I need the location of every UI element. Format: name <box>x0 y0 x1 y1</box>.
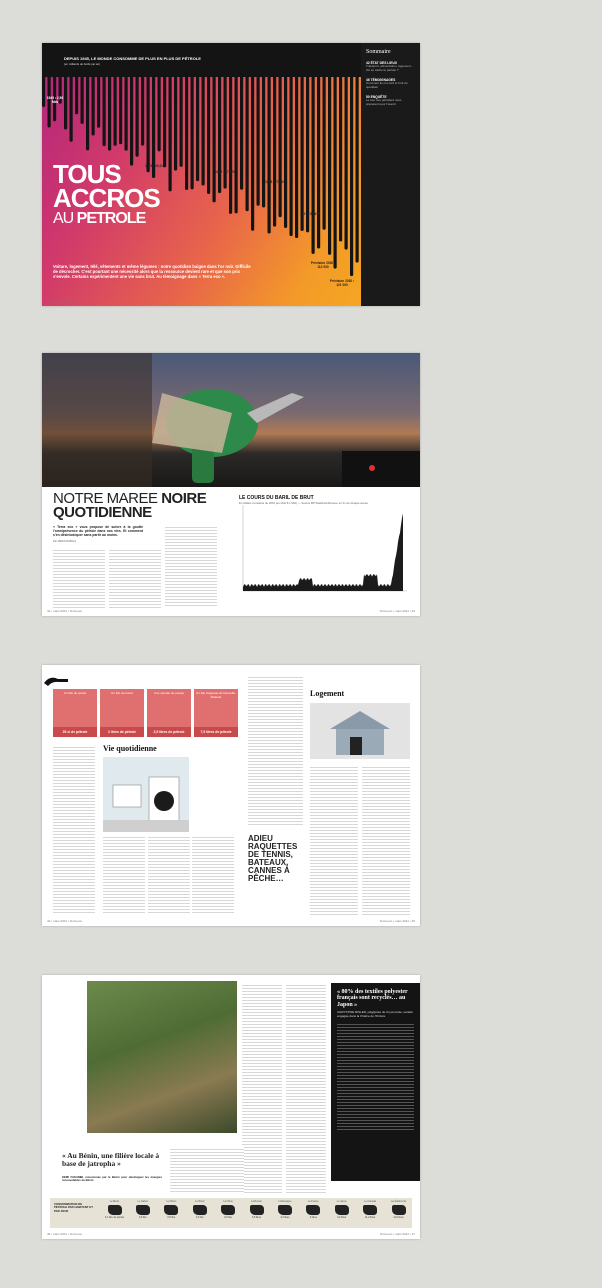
washing-machine-illustration <box>103 757 189 832</box>
country-map-icon <box>335 1205 349 1215</box>
cover-title: TOUS ACCROS AU PETROLE <box>53 159 160 227</box>
text-column <box>165 525 217 608</box>
interview-box <box>331 983 420 1181</box>
quote-author: CHRYSTINE RISLER, pdg/gérée de Cryomonde, société engagée dans la Chaîne de l'Ordure <box>337 1010 413 1018</box>
sommaire-item[interactable]: 42 ÉTAT DES LIEUX Transport, alimentation, logement… Où se cache le pétrole ? <box>366 61 414 72</box>
house-illustration <box>310 703 410 759</box>
section-heading: Vie quotidienne <box>103 744 157 753</box>
text-column <box>242 983 282 1193</box>
country-value: 0,6 litre <box>138 1216 147 1219</box>
text-column <box>286 983 326 1193</box>
country-value: 4,2 litres <box>280 1216 290 1219</box>
country-map-icon <box>221 1205 235 1215</box>
country-name: Le Maroc <box>166 1200 177 1203</box>
country-map-icon <box>193 1205 207 1215</box>
country-value: 0,5 litre <box>167 1216 176 1219</box>
article-title: NOTRE MAREE NOIRE QUOTIDIENNE <box>53 490 207 521</box>
country-name: Le Gabon <box>137 1200 149 1203</box>
country-map-icon <box>363 1205 377 1215</box>
oil-price-chart <box>239 495 409 607</box>
country-name: Le Canada <box>364 1200 376 1203</box>
country-name: Le Brésil <box>195 1200 205 1203</box>
spread-maree-noire <box>42 353 420 616</box>
food-item-lamb: Un kilo d'agneau de Nouvelle-Zélande 7,9 litres de pétrole <box>194 689 238 737</box>
country-map-icon <box>250 1205 264 1215</box>
byline: Par DENIS ROBLIQ <box>53 540 77 543</box>
country-item <box>185 1200 214 1226</box>
food-item-can: Une canette de poulpe 2,5 litres de pétrole <box>147 689 191 737</box>
page-footer: 44 • mars 2011 • Terra eco <box>47 919 83 923</box>
quote-japan: « 80% des textiles polyester français sont recyclés… au Japon » <box>337 989 408 1008</box>
page-footer: Terra eco • mars 2011 • 45 <box>379 919 415 923</box>
kicker: DEPUIS 1945, LE MONDE CONSOMME DE PLUS EN PLUS DE PÉTROLE (en milliards de barils par an) <box>64 56 201 66</box>
cover-intro: Voiture, logement, télé, vêtements et même légumes : notre quotidien baigne dans l'or noir. Difficile de décrocher. C'est pourtant une nécessité alors que la ressource devient rare et que son prix s'envole. Certains expérimentent une vie sans brut. Au témoignage dans « Terra eco ». <box>53 264 251 279</box>
article-lead: « Terra eco » vous propose de suivre à la goutte l'omniprésence du pétrole dans nos vies. Et comment s'en désintoxiquer sans partir au moins. <box>53 525 143 537</box>
country-name: La Russie <box>251 1200 262 1203</box>
jatropha-field-photo <box>87 981 237 1133</box>
country-item <box>299 1200 328 1226</box>
label-1998: 1998 • 77 500 <box>265 180 285 184</box>
country-item <box>356 1200 385 1226</box>
text-column <box>103 835 145 915</box>
country-value: 0,9 litre <box>224 1216 233 1219</box>
section-heading: Logement <box>310 689 345 698</box>
label-forecast-a: Prévision 2030 • 112 000 <box>310 261 336 269</box>
country-item <box>270 1200 299 1226</box>
fuel-pump-illustration <box>42 353 420 487</box>
country-value: 1,5 litre <box>195 1216 204 1219</box>
text-column <box>109 548 161 608</box>
page-footer: 42 • mars 2011 • Terra eco <box>47 609 83 613</box>
text-column <box>192 835 234 915</box>
country-item <box>128 1200 157 1226</box>
country-value: 4,2 litres <box>337 1216 347 1219</box>
food-item-chicken: Un kilo de poulet 25 cl de pétrole <box>53 689 97 737</box>
country-map-icon <box>164 1205 178 1215</box>
text-column <box>53 548 105 608</box>
chart-area <box>239 505 409 597</box>
country-name: Les États-Unis <box>390 1200 407 1203</box>
country-item <box>327 1200 356 1226</box>
sommaire-sidebar <box>361 43 420 306</box>
country-map-icon <box>136 1205 150 1215</box>
country-value: 11,6 litres <box>393 1216 404 1219</box>
text-column <box>310 765 358 915</box>
fuel-nozzle-photo <box>42 353 420 487</box>
country-name: La France <box>307 1200 319 1203</box>
food-item-beef: Un kilo de boeuf 2 litres de pétrole <box>100 689 144 737</box>
text-column <box>53 745 95 915</box>
country-value: 3,5 litres <box>251 1216 262 1219</box>
country-map-icon <box>278 1205 292 1215</box>
spread-temoignages <box>42 975 420 1239</box>
page-footer: Terra eco • mars 2011 • 43 <box>379 609 415 613</box>
label-1973: 1973 • 20,11 <box>145 164 163 168</box>
label-2007: 2007 • 83 619 <box>300 212 320 216</box>
text-column <box>337 1022 414 1132</box>
chart-subtitle: En dollars constants de 2010 (en Mds $ 1 962) — Source BP Statistical Review, en fin de chaque année. <box>239 501 369 505</box>
pull-quote: ADIEU RAQUETTES DE TENNIS, BATEAUX, CANNES À PÊCHE… <box>248 834 298 883</box>
spread-vie-quotidienne <box>42 665 420 926</box>
country-item <box>100 1200 129 1226</box>
country-item <box>157 1200 186 1226</box>
page-footer: 46 • mars 2011 • Terra eco <box>47 1232 83 1236</box>
label-forecast-b: Prévision 2030 • 121 000 <box>329 279 355 287</box>
country-value: 0,1 litre de pétrole <box>104 1216 125 1219</box>
country-consumption-strip <box>50 1198 412 1228</box>
text-column <box>170 1147 244 1193</box>
country-item <box>242 1200 271 1226</box>
country-name: Le Japon <box>336 1200 347 1203</box>
sommaire-title: Sommaire <box>366 49 391 55</box>
strip-title: CONSOMMATION DE PÉTROLE PAR HABITANT ET PAR JOUR <box>54 1202 93 1213</box>
text-column <box>148 835 190 915</box>
country-map-icon <box>392 1205 406 1215</box>
label-1982: 1982 • 47 625 <box>215 170 235 174</box>
country-map-icon <box>306 1205 320 1215</box>
quote-benin: « Au Bénin, une filière locale à base de jatropha » <box>62 1151 160 1168</box>
text-column <box>362 765 410 915</box>
text-column <box>248 675 303 825</box>
spread-cover <box>42 43 420 306</box>
country-name: L'Allemagne <box>278 1200 292 1203</box>
country-map-icon <box>108 1205 122 1215</box>
country-value: 11,2 litres <box>365 1216 376 1219</box>
country-value: 4 litres <box>309 1216 317 1219</box>
sommaire-item[interactable]: 46 TÉMOIGNAGES Comment ils ont sorti le brut du quotidien <box>366 78 408 89</box>
country-name: La Chine <box>223 1200 233 1203</box>
country-item <box>214 1200 243 1226</box>
food-oil-infographic <box>53 689 243 737</box>
country-name: Le Bénin <box>109 1200 120 1203</box>
page-footer: Terra eco • mars 2011 • 47 <box>379 1232 415 1236</box>
country-item <box>384 1200 413 1226</box>
label-1945: 1945 • 2,59 Mds <box>46 96 64 104</box>
fuel-nozzle-icon <box>42 673 72 689</box>
quote-author: KEMI FAKAMBI, missionnée par le Bénin pour développer les énergies renouvelables au Bénin <box>62 1176 162 1183</box>
chart-title: LE COURS DU BARIL DE BRUT <box>239 495 314 501</box>
page-footer: 40 • mars 2011 • Terra eco <box>47 299 83 303</box>
sommaire-item[interactable]: 50 ENQUÊTE Le tour des pétroliers nous préparent pour l'avenir <box>366 95 402 106</box>
